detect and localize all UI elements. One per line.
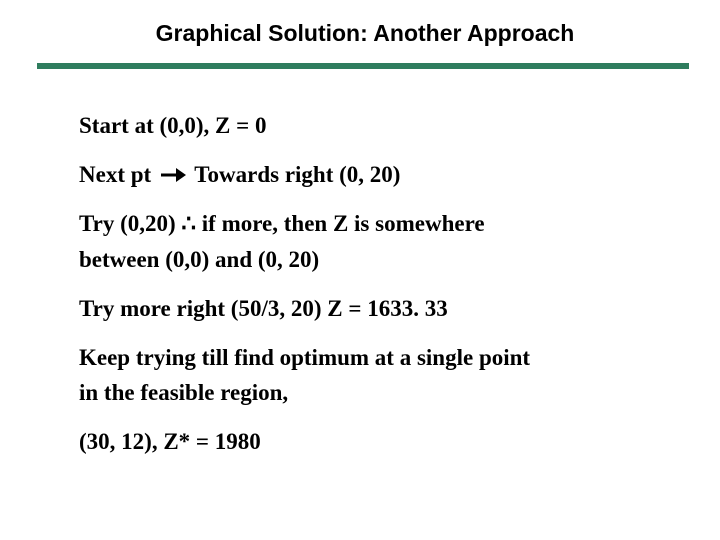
- right-arrow-icon: [159, 166, 187, 184]
- step-try-second-line: between (0,0) and (0, 20): [79, 247, 320, 272]
- step-next-point: [79, 158, 679, 192]
- step-next-point-suffix: Towards right (0, 20): [194, 162, 401, 187]
- optimum-result: (30, 12), Z* = 1980: [79, 429, 261, 454]
- step-try-first-line: Try (0,20) ∴ if more, then Z is somewhere: [79, 211, 485, 236]
- slide-title: Graphical Solution: Another Approach: [155, 20, 575, 46]
- step-start: Start at (0,0), Z = 0: [79, 113, 267, 138]
- step-keep-trying-second-line: in the feasible region,: [79, 380, 289, 405]
- title-divider: [37, 63, 689, 69]
- step-next-point-prefix: Next pt: [79, 162, 152, 187]
- step-try-more-right: Try more right (50/3, 20) Z = 1633. 33: [79, 296, 448, 321]
- step-keep-trying-first-line: Keep trying till find optimum at a single point: [79, 345, 531, 370]
